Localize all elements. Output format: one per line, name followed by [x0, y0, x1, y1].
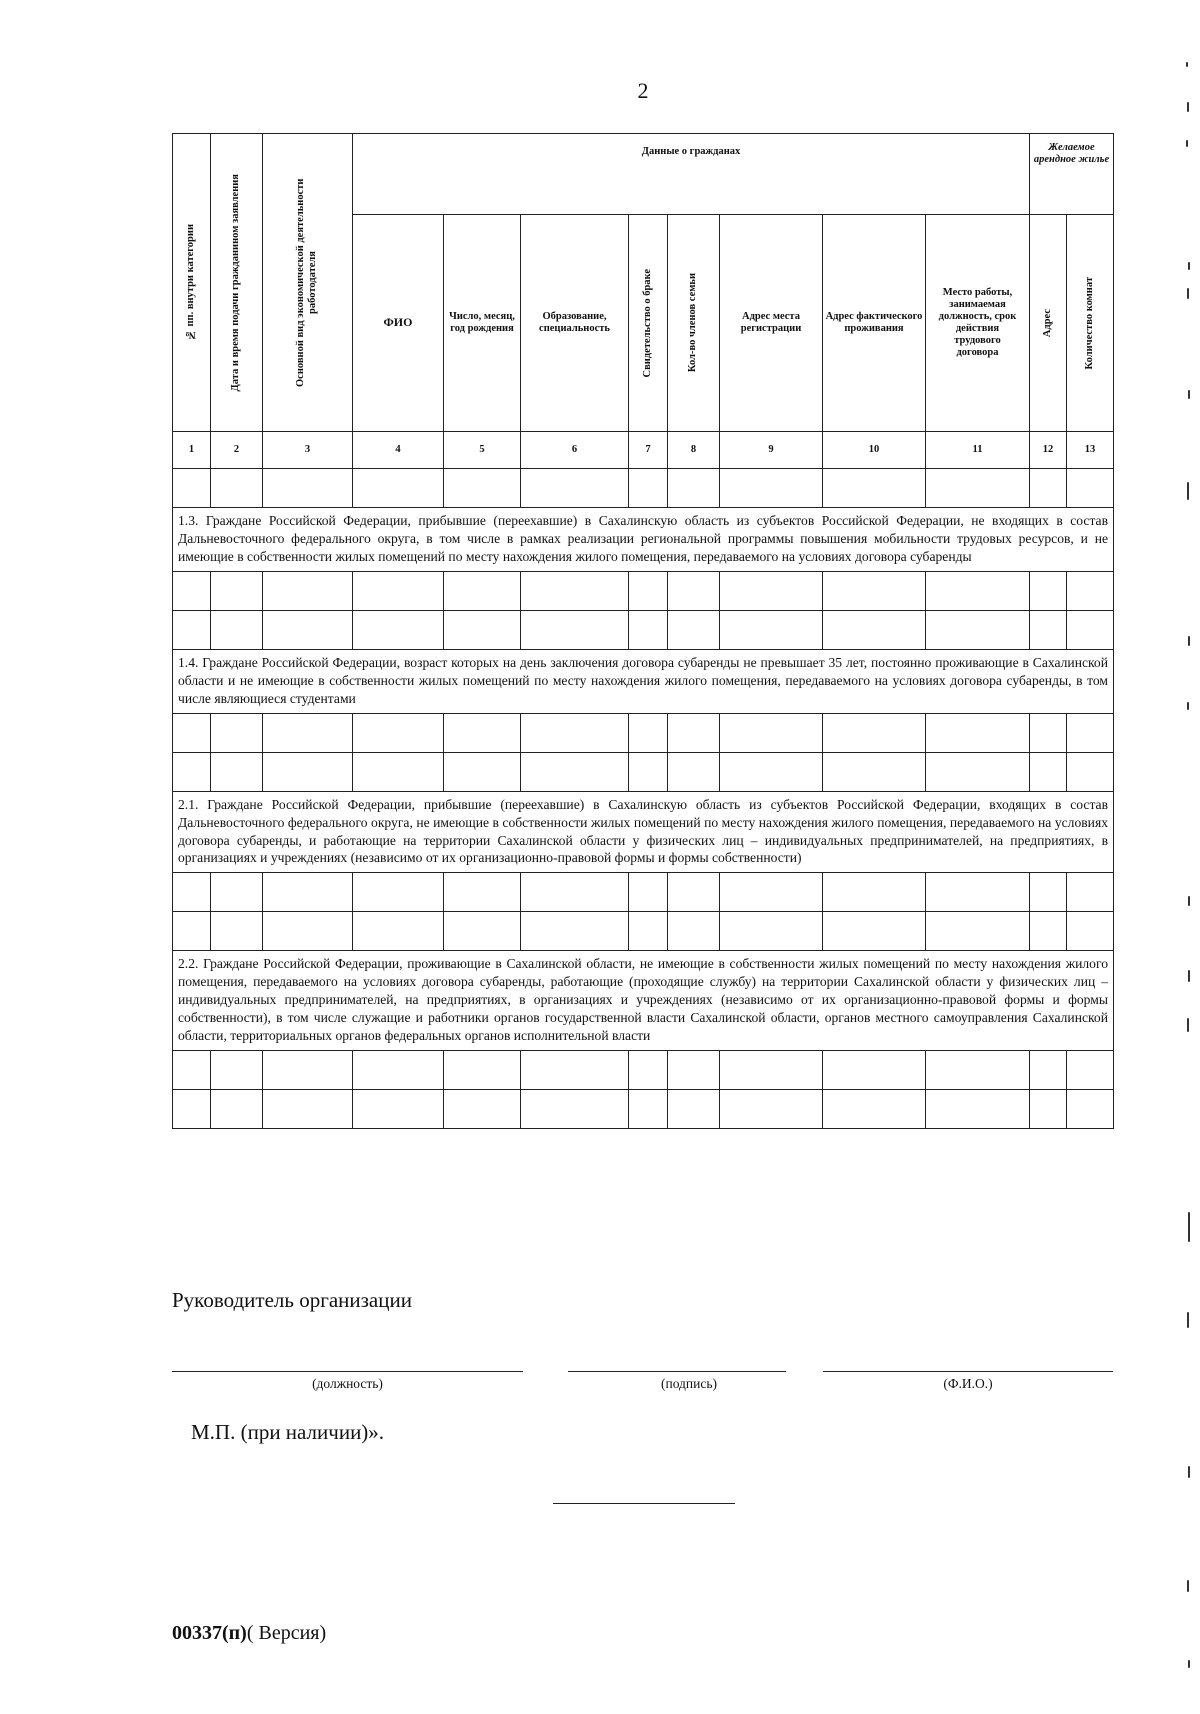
table-row: [173, 752, 1114, 791]
scan-mark: [1187, 1018, 1189, 1032]
header-group-citizens: Данные о гражданах: [353, 134, 1030, 215]
signature-title: Руководитель организации: [172, 1288, 412, 1312]
closing-line: [553, 1503, 735, 1504]
position-line: [172, 1371, 523, 1372]
table-row: [173, 571, 1114, 610]
table-row: [173, 469, 1114, 508]
header-fio: ФИО: [353, 215, 444, 432]
document-code-number: 00337(п): [172, 1622, 247, 1644]
column-number: 6: [521, 432, 629, 469]
name-line: [823, 1371, 1113, 1372]
header-row-1: [173, 134, 1114, 215]
column-number: 9: [720, 432, 823, 469]
scan-mark: [1188, 262, 1190, 270]
column-number-row: [173, 432, 1114, 469]
scan-mark: [1187, 288, 1189, 299]
column-number: 1: [173, 432, 211, 469]
scan-mark: [1187, 1580, 1189, 1592]
section-row: [173, 508, 1114, 572]
table-row: [173, 713, 1114, 752]
signature-line: [568, 1371, 786, 1372]
section-1-4-text: 1.4. Граждане Российской Федерации, возраст которых на день заключения договора субаренды не превышает 35 лет, постоянно проживающие в Сахалинской области и не имеющие в собственности жилых помещений по месту нахождения жилого помещения, передаваемого на условиях договора субаренды, в том числе являющиеся студентами: [173, 649, 1114, 713]
header-rooms: Количество комнат: [1067, 215, 1114, 432]
column-number: 4: [353, 432, 444, 469]
section-row: [173, 951, 1114, 1051]
scan-mark: [1188, 1212, 1190, 1242]
scan-mark: [1186, 140, 1188, 147]
header-cell-2: Дата и время подачи гражданином заявления: [211, 134, 263, 432]
header-address: Адрес: [1030, 215, 1067, 432]
scan-mark: [1188, 1660, 1190, 1668]
scan-mark: [1188, 390, 1190, 399]
header-work: Место работы, занимаемая должность, срок действия трудового договора: [926, 215, 1030, 432]
document-code: [172, 1622, 326, 1645]
header-birth: Число, месяц, год рождения: [444, 215, 521, 432]
table-row: [173, 1051, 1114, 1090]
header-actual-address: Адрес фактического проживания: [823, 215, 926, 432]
scan-mark: [1188, 1466, 1190, 1478]
document-version: ( Версия): [246, 1622, 327, 1644]
column-number: 12: [1030, 432, 1067, 469]
section-row: [173, 791, 1114, 873]
stamp-text: М.П. (при наличии)».: [191, 1420, 385, 1444]
name-caption: (Ф.И.О.): [943, 1376, 993, 1391]
section-row: [173, 649, 1114, 713]
column-number: 7: [629, 432, 668, 469]
scan-mark: [1188, 636, 1190, 646]
signature-caption: (подпись): [660, 1376, 718, 1391]
header-family: Кол-во членов семьи: [668, 215, 720, 432]
citizens-table: [172, 133, 1114, 1129]
column-number: 5: [444, 432, 521, 469]
table-row: [173, 912, 1114, 951]
column-number: 3: [263, 432, 353, 469]
section-2-1-text: 2.1. Граждане Российской Федерации, прибывшие (переехавшие) в Сахалинскую область из субъектов Российской Федерации, входящих в состав Дальневосточного федерального округа, не имеющие в собственности жилых помещений по месту нахождения жилого помещения, передаваемого на условиях договора субаренды, и работающие на территории Сахалинской области у физических лиц – индивидуальных предпринимателей, на предприятиях, в организациях и учреждениях (независимо от их организационно-правовой формы и формы собственности): [173, 791, 1114, 873]
column-number: 8: [668, 432, 720, 469]
scan-mark: [1188, 896, 1190, 906]
header-group-housing: Желаемое арендное жилье: [1030, 134, 1114, 215]
scan-mark: [1187, 1312, 1189, 1328]
header-cell-1: № пп. внутри категории: [173, 134, 211, 432]
header-reg-address: Адрес места регистрации: [720, 215, 823, 432]
table-row: [173, 1090, 1114, 1129]
page-number: 2: [637, 78, 649, 103]
table-row: [173, 610, 1114, 649]
position-caption: (должность): [312, 1376, 383, 1391]
table-row: [173, 873, 1114, 912]
column-number: 2: [211, 432, 263, 469]
column-number: 11: [926, 432, 1030, 469]
header-education: Образование, специальность: [521, 215, 629, 432]
scan-mark: [1186, 62, 1188, 67]
section-2-2-text: 2.2. Граждане Российской Федерации, проживающие в Сахалинской области, не имеющие в собственности жилых помещений по месту нахождения жилого помещения, передаваемого на условиях договора субаренды, работающие (проходящие службу) на территории Сахалинской области у физических лиц – индивидуальных предпринимателей, на предприятиях, в организациях и учреждениях (независимо от их организационно-правовой формы и формы собственности), в том числе служащие и работники органов государственной власти Сахалинской области, органов местного самоуправления Сахалинской области, территориальных органов федеральных органов исполнительной власти: [173, 951, 1114, 1051]
column-number: 10: [823, 432, 926, 469]
scan-mark: [1187, 482, 1189, 500]
header-marriage: Свидетельство о браке: [629, 215, 668, 432]
header-cell-3: Основной вид экономической деятельности работодателя: [263, 134, 353, 432]
scan-mark: [1188, 970, 1190, 982]
column-number: 13: [1067, 432, 1114, 469]
section-1-3-text: 1.3. Граждане Российской Федерации, прибывшие (переехавшие) в Сахалинскую область из субъектов Российской Федерации, не входящих в состав Дальневосточного федерального округа, в том числе в рамках реализации региональной программы повышения мобильности трудовых ресурсов, и не имеющие в собственности жилых помещений по месту нахождения жилого помещения, передаваемого на условиях договора субаренды: [173, 508, 1114, 572]
scan-mark: [1187, 102, 1189, 112]
scan-mark: [1187, 702, 1189, 710]
